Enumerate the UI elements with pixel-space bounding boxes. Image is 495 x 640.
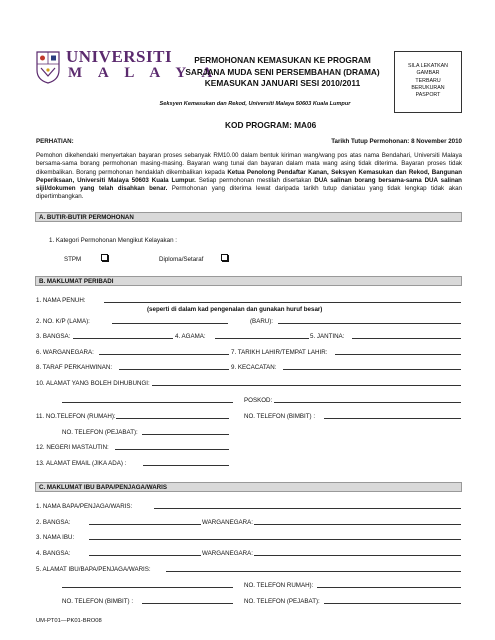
section-b-header: B. MAKLUMAT PERIBADI [35, 276, 462, 286]
stpm-checkbox[interactable] [101, 254, 108, 261]
address-label: 10. ALAMAT YANG BOLEH DIHUBUNGI: [36, 380, 150, 387]
postcode-field[interactable] [274, 402, 461, 403]
photo-box-text: TERBARU [415, 77, 441, 84]
religion-label: 4. AGAMA: [175, 333, 206, 340]
postcode-label: POSKOD: [244, 397, 273, 404]
address-field[interactable] [152, 385, 461, 386]
title-line-3: KEMASUKAN JANUARI SESI 2010/2011 [204, 78, 361, 88]
mother-name-field[interactable] [89, 539, 461, 540]
marital-field[interactable] [119, 369, 229, 370]
full-name-note: (seperti di dalam kad pengenalan dan gunakan huruf besar) [147, 306, 323, 313]
guardian-home-phone-field[interactable] [317, 587, 461, 588]
photo-box [394, 51, 462, 113]
instructions-text: Pemohon dikehendaki menyertakan bayaran proses sebanyak RM10.00 dalam bentuk kiriman wang/wang pos atas nama Bendahari, Universiti Malaya bersama-sama borang permohonan masing-masing. Bayaran wang tunai dan bayaran dalam mata wang asing tidak diterima. Bayaran proses tidak dikembalikan. Borang permohonan hendaklah dikembalikan kepada [36, 152, 462, 176]
office-phone-field[interactable] [142, 434, 229, 435]
birth-label: 7. TARIKH LAHIR/TEMPAT LAHIR: [231, 349, 328, 356]
mother-race-label: 4. BANGSA: [36, 550, 71, 557]
guardian-name-label: 1. NAMA BAPA/PENJAGA/WARIS: [36, 503, 133, 510]
photo-box-text: SILA LEKATKAN [408, 63, 448, 69]
guardian-office-phone-field[interactable] [324, 603, 461, 604]
closing-date: Tarikh Tutup Permohonan: 8 November 2010 [331, 138, 462, 145]
option-stpm-label: STPM [64, 256, 82, 263]
religion-field[interactable] [215, 338, 309, 339]
form-code: UM-PT01—PK01-BRO08 [36, 618, 102, 624]
program-code: KOD PROGRAM: MA06 [225, 120, 317, 130]
form-title [175, 55, 390, 90]
instructions-address: Ketua Penolong Pendaftar Kanan, Seksyen Kemasukan dan Rekod, Bangunan Peperiksaan, Universiti Malaya 50603 Kuala Lumpur. [36, 168, 463, 184]
state-field[interactable] [115, 449, 229, 450]
guardian-address-label: 5. ALAMAT IBU/BAPA/PENJAGA/WARIS: [36, 566, 151, 573]
instructions-paragraph [36, 152, 462, 202]
full-name-field[interactable] [104, 302, 461, 303]
mother-citizenship-field[interactable] [254, 555, 461, 556]
ic-new-label: (BARU): [250, 318, 274, 325]
instructions-requirement: DUA salinan borang bersama-sama DUA salinan sijil/dokumen yang telah disahkan benar. [36, 176, 462, 193]
mother-citizenship-label: WARGANEGARA: [202, 550, 253, 557]
guardian-name-field[interactable] [154, 508, 461, 509]
office-phone-label: NO. TELEFON (PEJABAT): [62, 429, 138, 436]
race-label: 3. BANGSA: [36, 333, 71, 340]
guardian-race-field[interactable] [89, 524, 201, 525]
mother-name-label: 3. NAMA IBU: [36, 534, 75, 541]
section-c-header: C. MAKLUMAT IBU BAPA/PENJAGA/WARIS [35, 482, 462, 492]
ic-new-field[interactable] [278, 323, 461, 324]
gender-label: 5. JANTINA: [310, 333, 345, 340]
photo-box-text: BERUKURAN [411, 84, 445, 91]
home-phone-field[interactable] [116, 418, 229, 419]
guardian-mobile-field[interactable] [142, 603, 233, 604]
mobile-phone-label: NO. TELEFON (BIMBIT) : [244, 413, 316, 420]
state-label: 12. NEGERI MASTAUTIN: [36, 444, 109, 451]
title-line-2: SARJANA MUDA SENI PERSEMBAHAN (DRAMA) [185, 66, 380, 77]
marital-label: 8. TARAF PERKAHWINAN: [36, 364, 113, 371]
mother-race-field[interactable] [89, 555, 201, 556]
option-diploma-label: Diploma/Setaraf [159, 256, 204, 263]
photo-box-text: PASPORT [415, 92, 441, 99]
address-field-2[interactable] [62, 402, 233, 403]
university-name: UNIVERSITI [66, 47, 173, 66]
guardian-citizenship-label: WARGANEGARA: [202, 519, 253, 526]
instructions-text: Setiap permohonan mestilah disertakan [198, 176, 312, 184]
email-field[interactable] [143, 465, 229, 466]
guardian-mobile-label: NO. TELEFON (BIMBIT) : [62, 598, 134, 605]
citizenship-label: 6. WARGANEGARA: [36, 349, 94, 356]
race-field[interactable] [73, 338, 173, 339]
university-crest-icon [35, 50, 61, 84]
office-address: Seksyen Kemasukan dan Rekod, Universiti Malaya 50603 Kuala Lumpur [159, 101, 351, 107]
attention-label: PERHATIAN: [36, 138, 74, 145]
section-a-header: A. BUTIR-BUTIR PERMOHONAN [35, 212, 462, 222]
guardian-address-field[interactable] [166, 571, 461, 572]
ic-old-label: 2. NO. K/P (LAMA): [36, 318, 90, 325]
birth-field[interactable] [335, 354, 461, 355]
guardian-address-field-2[interactable] [62, 587, 233, 588]
instructions-text: Permohonan yang diterima lewat daripada tarikh tutup daniatau yang tidak lengkap tidak akan dipertimbangkan. [36, 185, 462, 201]
university-city: M A L A Y A [68, 65, 219, 81]
email-label: 13. ALAMAT EMAIL (JIKA ADA) : [36, 460, 127, 467]
diploma-checkbox[interactable] [221, 254, 228, 261]
ic-old-field[interactable] [112, 323, 228, 324]
full-name-label: 1. NAMA PENUH: [36, 297, 86, 304]
photo-box-text: GAMBAR [416, 70, 440, 77]
guardian-race-label: 2. BANGSA: [36, 519, 71, 526]
home-phone-label: 11. NO.TELEFON (RUMAH): [36, 413, 116, 420]
guardian-citizenship-field[interactable] [254, 524, 461, 525]
disability-field[interactable] [283, 369, 461, 370]
mobile-phone-field[interactable] [324, 418, 461, 419]
category-question: 1. Kategori Permohonan Mengikut Kelayakan : [49, 237, 177, 244]
guardian-home-phone-label: NO. TELEFON RUMAH): [244, 582, 314, 589]
title-line-1: PERMOHONAN KEMASUKAN KE PROGRAM [194, 55, 371, 65]
disability-label: 9. KECACATAN: [231, 364, 277, 371]
guardian-office-phone-label: NO. TELEFON (PEJABAT): [244, 598, 320, 605]
citizenship-field[interactable] [99, 354, 229, 355]
gender-field[interactable] [352, 338, 461, 339]
